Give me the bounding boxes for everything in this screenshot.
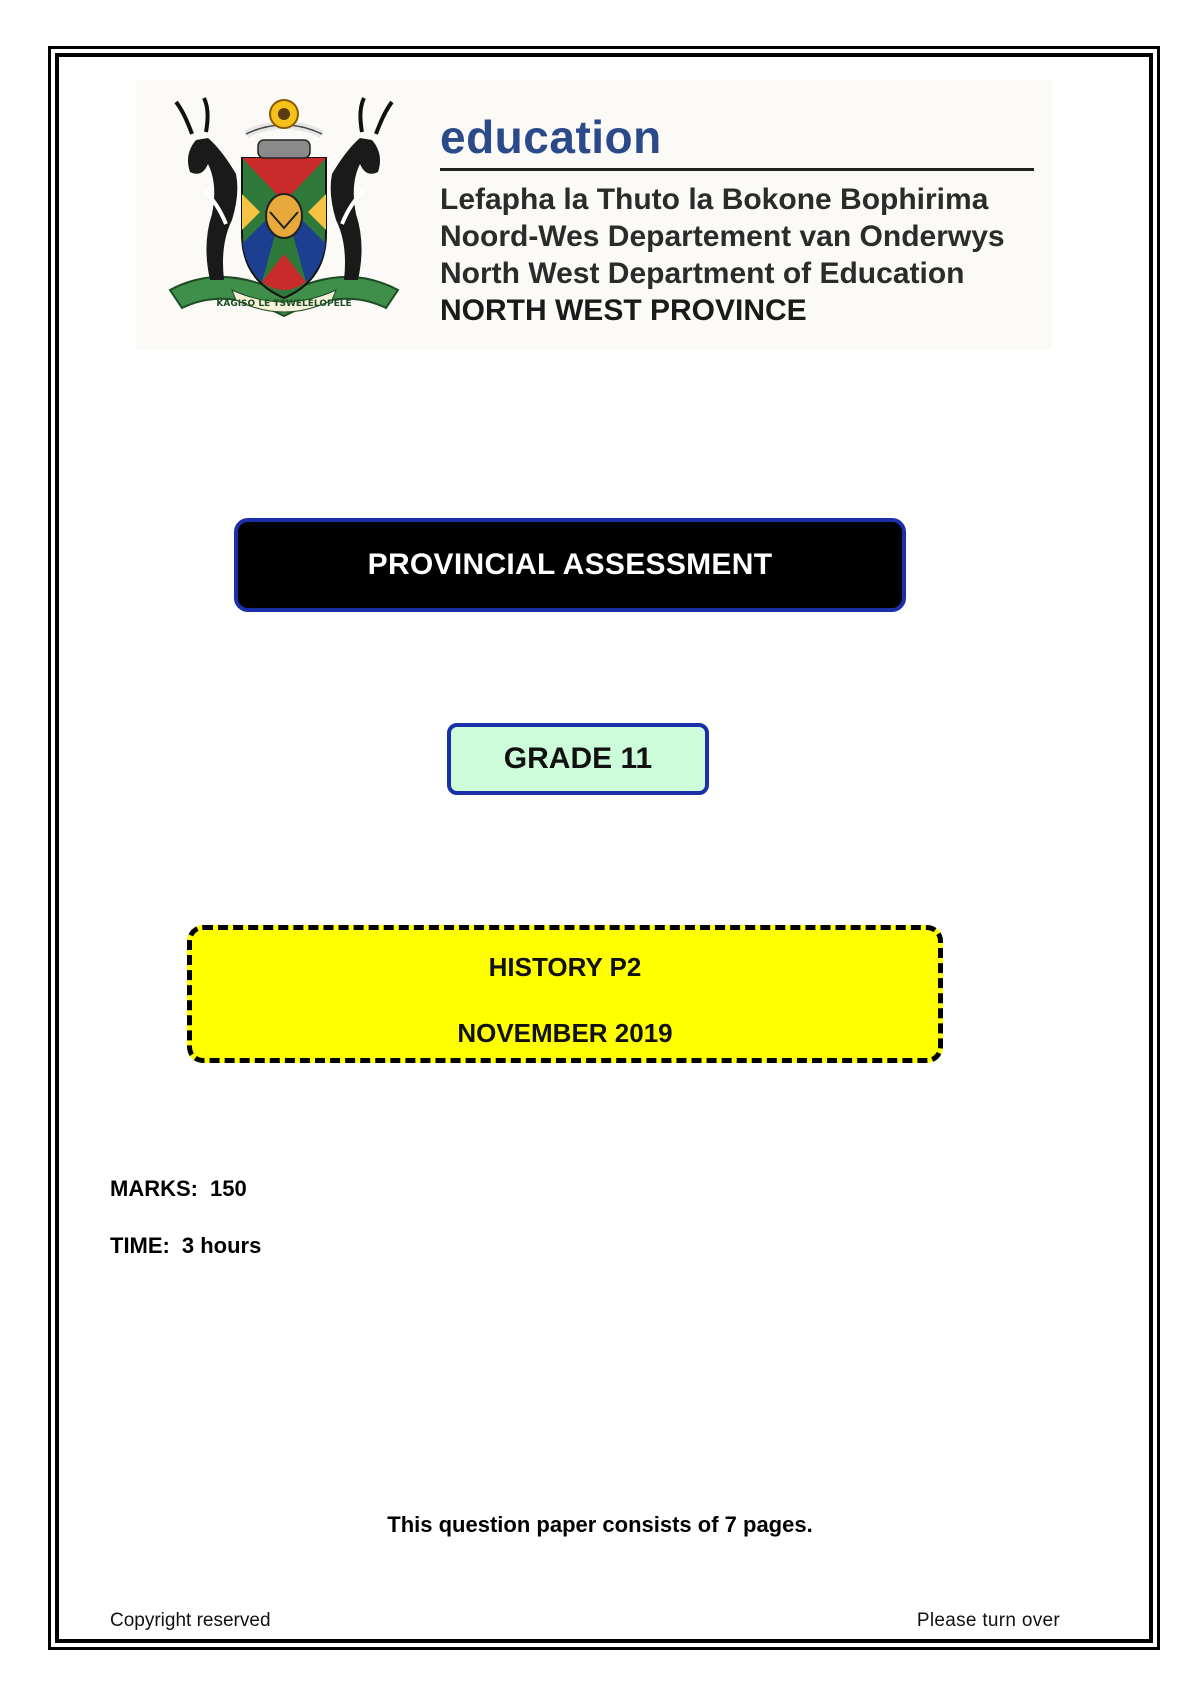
marks-row: [110, 1176, 247, 1202]
exam-session: NOVEMBER 2019: [457, 1018, 673, 1048]
dept-name-english: North West Department of Education: [440, 257, 965, 290]
footer-copyright: Copyright reserved: [110, 1610, 271, 1631]
page-count-note: This question paper consists of 7 pages.: [387, 1512, 813, 1537]
time-label: TIME:: [110, 1233, 170, 1258]
time-row: [110, 1233, 261, 1259]
assessment-title: PROVINCIAL ASSESSMENT: [367, 548, 773, 581]
assessment-title-box: [234, 518, 906, 612]
dept-name-tswana: Lefapha la Thuto la Bokone Bophirima: [440, 183, 989, 216]
header-divider: [440, 168, 1034, 171]
department-header: [136, 80, 1052, 350]
province-name: NORTH WEST PROVINCE: [440, 294, 807, 327]
crest-motto: KAGISO LE TSWELELOPELE: [216, 299, 352, 309]
education-wordmark: education: [440, 111, 662, 163]
marks-label: MARKS:: [110, 1176, 198, 1201]
marks-value: 150: [210, 1176, 247, 1201]
subject-paper: HISTORY P2: [488, 952, 642, 982]
department-name-block: [440, 111, 1040, 329]
subject-box: [187, 925, 943, 1063]
dept-name-afrikaans: Noord-Wes Departement van Onderwys: [440, 220, 1005, 253]
time-value: 3 hours: [181, 1233, 262, 1258]
coat-of-arms-logo: [162, 94, 406, 326]
grade-label: GRADE 11: [503, 742, 653, 775]
grade-box: [447, 723, 709, 795]
footer-turn-over: Please turn over: [916, 1610, 1060, 1631]
